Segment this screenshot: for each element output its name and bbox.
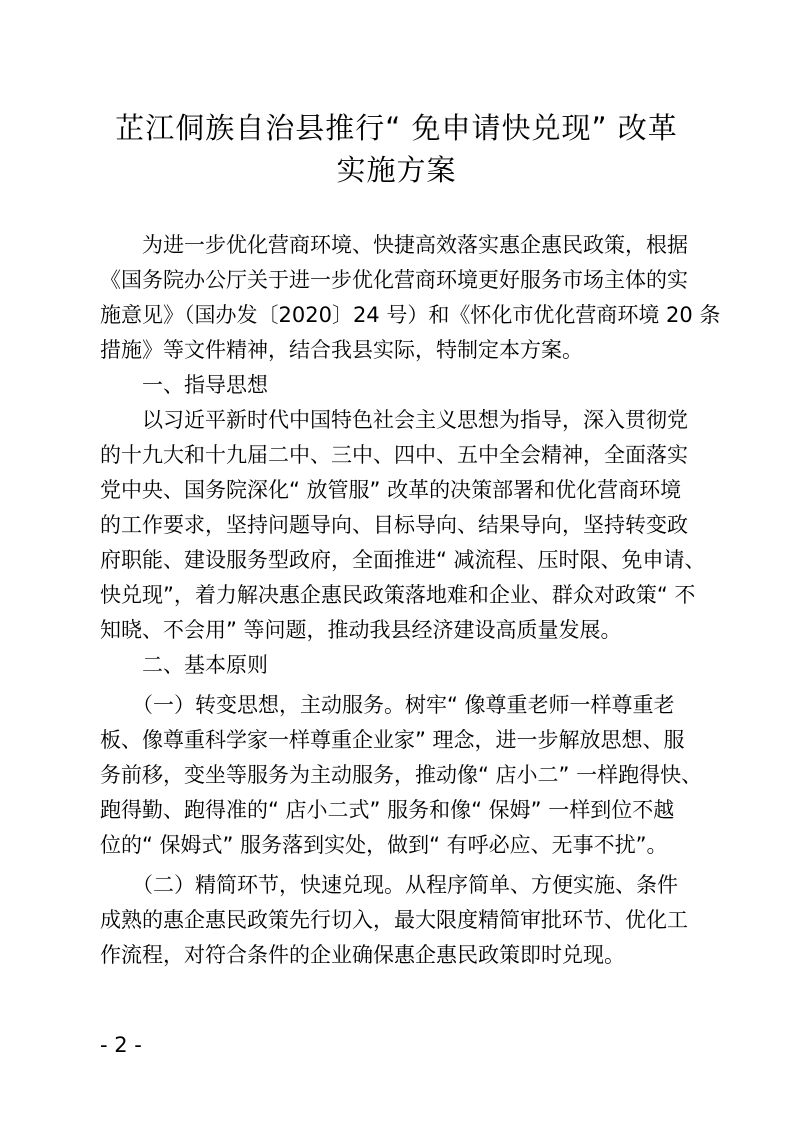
paragraph-principle-1-line-3: 务前移，变坐等服务为主动服务，推动像“ 店小二” 一样跑得快、: [100, 763, 703, 787]
paragraph-principle-1-line-2: 板、像尊重科学家一样尊重企业家” 理念，进一步解放思想、服: [100, 728, 685, 752]
paragraph-guiding-line-2: 的十九大和十九届二中、三中、四中、五中全会精神，全面落实: [100, 443, 688, 467]
paragraph-principle-2-line-2: 成熟的惠企惠民政策先行切入，最大限度精简审批环节、优化工: [100, 908, 688, 932]
document-title-line-2: 实施方案: [336, 153, 457, 187]
paragraph-principle-2-line-1: （二）精简环节，快速兑现。从程序简单、方便实施、条件: [132, 873, 678, 897]
paragraph-principle-1-line-1: （一）转变思想，主动服务。树牢“ 像尊重老师一样尊重老: [132, 693, 675, 717]
paragraph-intro-line-1: 为进一步优化营商环境、快捷高效落实惠企惠民政策，根据: [142, 233, 688, 257]
paragraph-guiding-line-4: 的工作要求，坚持问题导向、目标导向、结果导向，坚持转变政: [100, 513, 688, 537]
paragraph-intro-line-2: 《国务院办公厅关于进一步优化营商环境更好服务市场主体的实: [100, 268, 688, 292]
page-number: - 2 -: [100, 1033, 142, 1057]
paragraph-intro-line-3: 施意见》（国办发〔2020〕24 号）和《怀化市优化营商环境 20 条: [100, 303, 721, 327]
paragraph-principle-1-line-4: 跑得勤、跑得准的“ 店小二式” 服务和像“ 保姆” 一样到位不越: [100, 798, 675, 822]
paragraph-principle-1-line-5: 位的“ 保姆式” 服务落到实处，做到“ 有呼必应、无事不扰”。: [100, 833, 668, 857]
section-heading-1: 一、指导思想: [142, 373, 268, 397]
paragraph-intro-line-4: 措施》等文件精神，结合我县实际，特制定本方案。: [100, 338, 583, 362]
paragraph-guiding-line-7: 知晓、不会用” 等问题，推动我县经济建设高质量发展。: [100, 618, 622, 642]
document-title-line-1: 芷江侗族自治县推行“ 免申请快兑现” 改革: [115, 111, 678, 145]
paragraph-guiding-line-5: 府职能、建设服务型政府，全面推进“ 减流程、压时限、免申请、: [100, 548, 706, 572]
paragraph-guiding-line-1: 以习近平新时代中国特色社会主义思想为指导，深入贯彻党: [142, 408, 688, 432]
paragraph-guiding-line-6: 快兑现”，着力解决惠企惠民政策落地难和企业、群众对政策“ 不: [100, 583, 696, 607]
paragraph-principle-2-line-3: 作流程，对符合条件的企业确保惠企惠民政策即时兑现。: [100, 943, 625, 967]
paragraph-guiding-line-3: 党中央、国务院深化“ 放管服” 改革的决策部署和优化营商环境: [100, 478, 682, 502]
section-heading-2: 二、基本原则: [142, 653, 268, 677]
